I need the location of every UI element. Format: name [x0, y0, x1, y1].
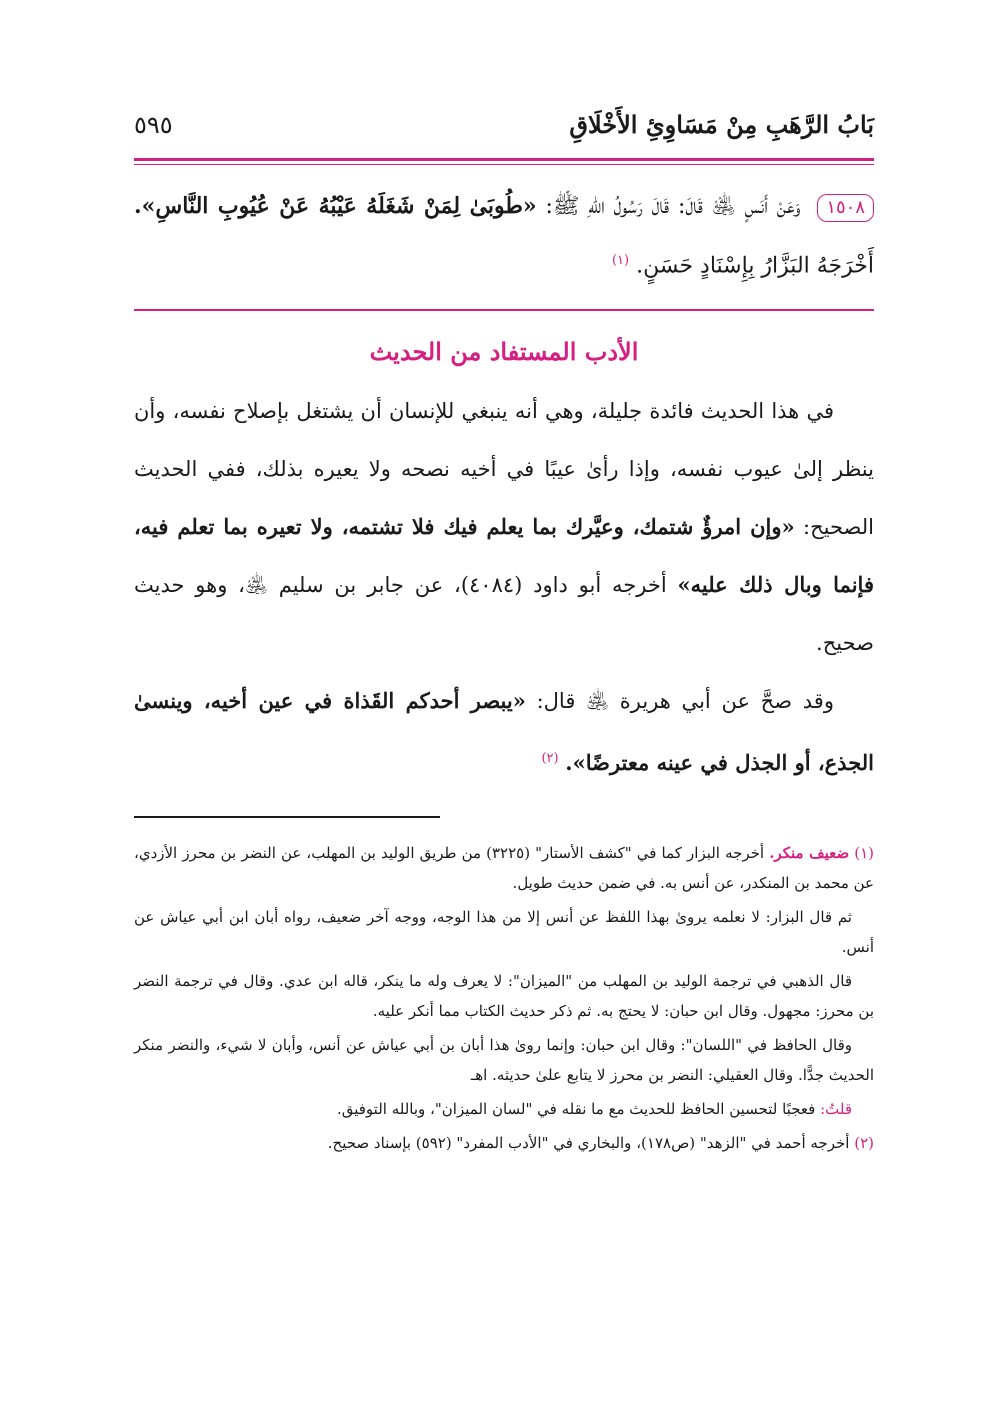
- footnote-1-para-3: قال الذهبي في ترجمة الوليد بن المهلب من "الميزان": لا يعرف وله ما ينكر، قاله ابن عدي. وقال في ترجمة النضر بن محرز: مجهول. وقال ابن حبان: لا يحتج به. ثم ذكر حديث الكتاب مما أنكر عليه.: [134, 972, 874, 1021]
- p2-quote: «يبصر أحدكم القَذاة في عين أخيه، وينسىٰ الجذع، أو الجذل في عينه معترضًا».: [134, 688, 874, 776]
- body-paragraph-2: [134, 672, 874, 792]
- p1-part1: في هذا الحديث فائدة جليلة، وهي أنه ينبغي للإنسان أن يشتغل بإصلاح نفسه، وأن ينظر إلىٰ عيوب نفسه، وإذا رأىٰ عيبًا في أخيه نصحه ولا يعيره بذلك، ففي الحديث الصحيح:: [134, 399, 874, 540]
- footnote-1-number: (١): [854, 844, 874, 863]
- body-paragraph-1: [134, 382, 874, 672]
- p1-part2: أخرجه أبو داود (٤٠٨٤)، عن جابر بن سليم ﵁، وهو حديث صحيح.: [134, 573, 874, 656]
- hadith-text: «طُوبَىٰ لِمَنْ شَغَلَهُ عَيْبُهُ عَنْ عُيُوبِ النَّاسِ».: [134, 193, 537, 219]
- footnote-ref-1[interactable]: (١): [611, 253, 630, 268]
- footnote-1-para-4: وقال الحافظ في "اللسان": وقال ابن حبان: وإنما روىٰ هذا أبان بن أبي عياش عن أنس، وأبان لا شيء، والنضر منكر الحديث جدًّا. وقال العقيلي: النضر بن محرز لا يتابع علىٰ حديثه. اهـ: [134, 1036, 874, 1085]
- chapter-title: بَابُ الرَّهَبِ مِنْ مَسَاوِئِ الأَخْلَاقِ: [569, 110, 874, 139]
- footnote-2: [134, 1128, 874, 1158]
- page-number: ٥٩٥: [134, 111, 173, 139]
- book-page: [134, 110, 874, 1162]
- hadith-block: [134, 179, 874, 293]
- footnote-1-text: أخرجه البزار كما في "كشف الأستار" (٣٢٢٥) من طريق الوليد بن المهلب، عن النضر بن محرز الأزدي، عن محمد بن المنكدر، عن أنس به. في ضمن حديث طويل.: [134, 844, 874, 893]
- footnote-1-para-5-label: قلتُ:: [820, 1100, 852, 1119]
- footnote-1-para-5-text: فعجبًا لتحسين الحافظ للحديث مع ما نقله في "لسان الميزان"، وبالله التوفيق.: [336, 1100, 816, 1119]
- footnote-1: [134, 838, 874, 898]
- p2-part1: وقد صحَّ عن أبي هريرة ﵁ قال:: [536, 689, 834, 714]
- footnote-separator: [134, 816, 440, 818]
- p1-quote: «وإن امرؤٌ شتمك، وعيَّرك بما يعلم فيك فلا تشتمه، ولا تعيره بما تعلم فيه، فإنما وبال ذلك عليه»: [134, 514, 874, 598]
- footnote-1-para-5: [134, 1094, 874, 1124]
- footnotes: [134, 838, 874, 1158]
- section-heading: الأدب المستفاد من الحديث: [369, 337, 639, 367]
- header-rule: [134, 158, 874, 165]
- footnote-2-text: أخرجه أحمد في "الزهد" (ص١٧٨)، والبخاري في "الأدب المفرد" (٥٩٢) بإسناد صحيح.: [327, 1134, 850, 1153]
- hadith-intro: وَعَنْ أَنَسٍ ﵁ قَالَ: قَالَ رَسُولُ اللهِ ﷺ:: [545, 194, 801, 219]
- footnote-1-grade: ضعيف منكر.: [769, 844, 850, 863]
- hadith-number-badge: ١٥٠٨: [817, 194, 874, 222]
- footnote-ref-2[interactable]: (٢): [541, 751, 559, 767]
- section-rule: [134, 309, 874, 311]
- footnote-1-para-2: ثم قال البزار: لا نعلمه يروىٰ بهذا اللفظ عن أنس إلا من هذا الوجه، ووجه آخر ضعيف، رواه أبان ابن أبي عياش عن أنس.: [134, 908, 874, 957]
- hadith-source: أَخْرَجَهُ البَزَّارُ بِإِسْنَادٍ حَسَنٍ.: [636, 253, 874, 279]
- footnote-2-number: (٢): [854, 1134, 874, 1153]
- running-header: [134, 110, 874, 158]
